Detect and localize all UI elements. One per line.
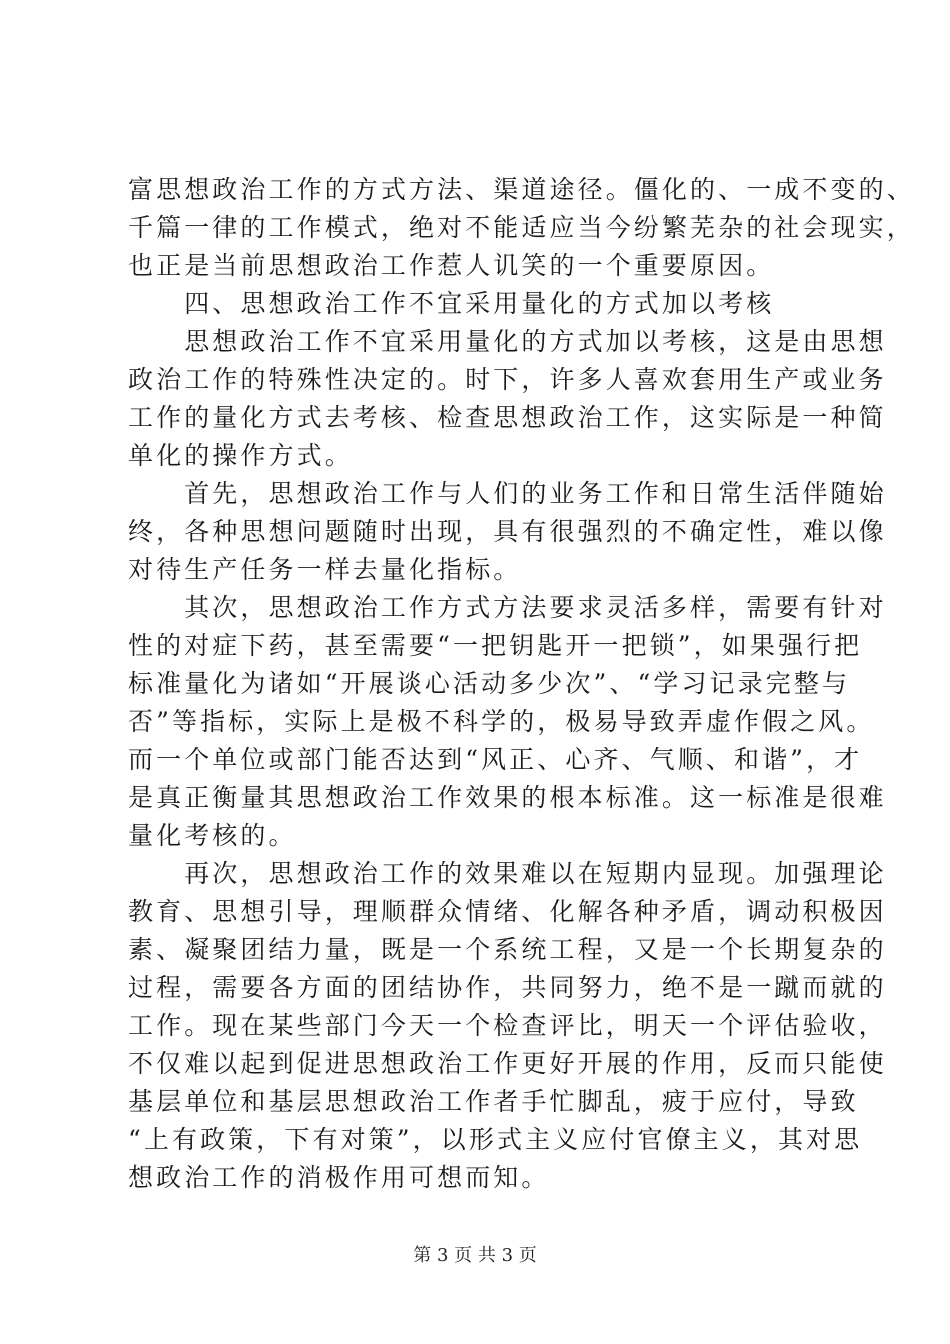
text-line: “上有政策，下有对策”，以形式主义应付官僚主义，其对思 bbox=[128, 1125, 863, 1154]
text-line: 富思想政治工作的方式方法、渠道途径。僵化的、一成不变的、 bbox=[128, 175, 915, 204]
text-line: 再次，思想政治工作的效果难以在短期内显现。加强理论 bbox=[128, 859, 887, 888]
text-line: 性的对症下药，甚至需要“一把钥匙开一把锁”，如果强行把 bbox=[128, 631, 863, 660]
document-body bbox=[128, 171, 915, 1197]
text-line: 不仅难以起到促进思想政治工作更好开展的作用，反而只能使 bbox=[128, 1049, 887, 1078]
text-line: 思想政治工作不宜采用量化的方式加以考核，这是由思想 bbox=[128, 327, 887, 356]
page-number-footer: 第 3 页 共 3 页 bbox=[413, 1245, 537, 1266]
text-line: 单化的操作方式。 bbox=[128, 441, 353, 470]
text-line: 终，各种思想问题随时出现，具有很强烈的不确定性，难以像 bbox=[128, 517, 887, 546]
text-line: 工作的量化方式去考核、检查思想政治工作，这实际是一种简 bbox=[128, 403, 887, 432]
text-line: 基层单位和基层思想政治工作者手忙脚乱，疲于应付，导致 bbox=[128, 1087, 859, 1116]
text-line: 工作。现在某些部门今天一个检查评比，明天一个评估验收， bbox=[128, 1011, 887, 1040]
text-line: 对待生产任务一样去量化指标。 bbox=[128, 555, 522, 584]
text-line: 标准量化为诸如“开展谈心活动多少次”、“学习记录完整与 bbox=[128, 669, 851, 698]
text-line: 其次，思想政治工作方式方法要求灵活多样，需要有针对 bbox=[128, 593, 887, 622]
text-line: 教育、思想引导，理顺群众情绪、化解各种矛盾，调动积极因 bbox=[128, 897, 887, 926]
text-line: 否”等指标，实际上是极不科学的，极易导致弄虚作假之风。 bbox=[128, 707, 875, 736]
text-line: 过程，需要各方面的团结协作，共同努力，绝不是一蹴而就的 bbox=[128, 973, 887, 1002]
text-line: 首先，思想政治工作与人们的业务工作和日常生活伴随始 bbox=[128, 479, 887, 508]
text-line: 千篇一律的工作模式，绝对不能适应当今纷繁芜杂的社会现实， bbox=[128, 213, 915, 242]
text-line: 是真正衡量其思想政治工作效果的根本标准。这一标准是很难 bbox=[128, 783, 887, 812]
text-line: 政治工作的特殊性决定的。时下，许多人喜欢套用生产或业务 bbox=[128, 365, 887, 394]
text-line: 素、凝聚团结力量，既是一个系统工程，又是一个长期复杂的 bbox=[128, 935, 887, 964]
text-line: 量化考核的。 bbox=[128, 821, 297, 850]
section-heading: 四、思想政治工作不宜采用量化的方式加以考核 bbox=[128, 289, 775, 318]
text-line: 而一个单位或部门能否达到“风正、心齐、气顺、和谐”，才 bbox=[128, 745, 863, 774]
text-line: 想政治工作的消极作用可想而知。 bbox=[128, 1163, 550, 1192]
text-line: 也正是当前思想政治工作惹人讥笑的一个重要原因。 bbox=[128, 251, 775, 280]
